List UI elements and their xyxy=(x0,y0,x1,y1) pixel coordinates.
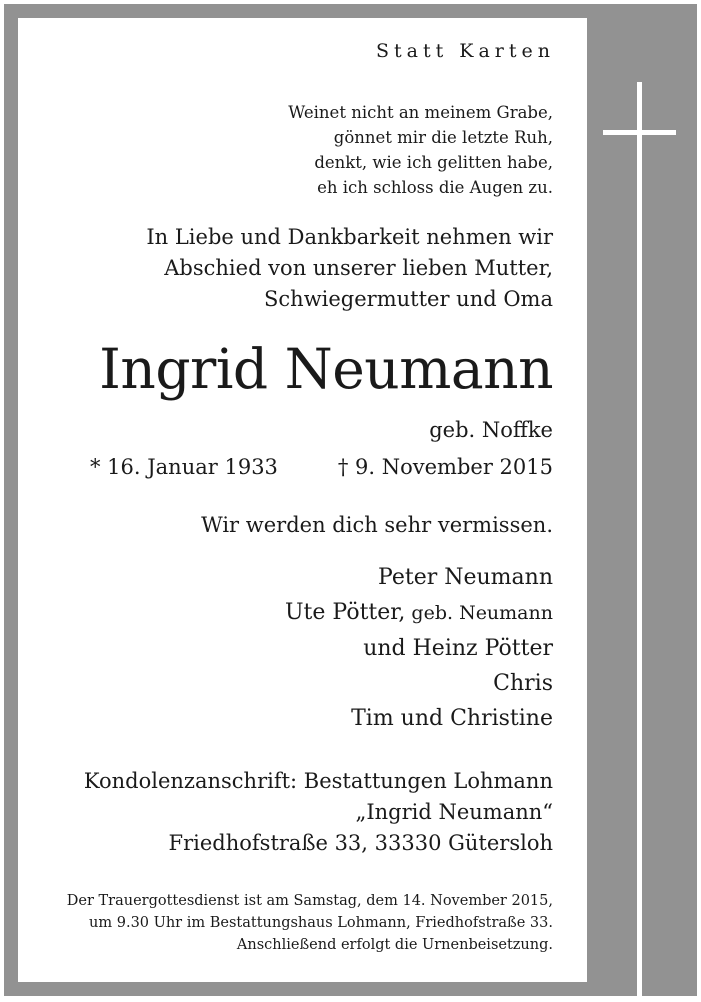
intro-line: Schwiegermutter und Oma xyxy=(264,287,553,311)
condolence-line: „Ingrid Neumann“ xyxy=(355,800,553,824)
family-list xyxy=(285,560,553,736)
family-member-note: geb. Neumann xyxy=(405,602,553,624)
condolence-address xyxy=(84,766,553,859)
farewell-text: Wir werden dich sehr vermissen. xyxy=(201,513,553,537)
birth-date: * 16. Januar 1933 xyxy=(90,455,278,479)
verse-line: eh ich schloss die Augen zu. xyxy=(317,178,553,197)
verse xyxy=(288,100,553,200)
service-line: Der Trauergottesdienst ist am Samstag, dem 14. November 2015, xyxy=(66,893,553,909)
statt-karten-heading: Statt Karten xyxy=(375,40,555,62)
intro-line: Abschied von unserer lieben Mutter, xyxy=(164,256,553,280)
family-member: Peter Neumann xyxy=(378,565,553,590)
condolence-line: Friedhofstraße 33, 33330 Gütersloh xyxy=(168,831,553,855)
intro-text xyxy=(146,222,553,315)
family-member xyxy=(285,595,553,631)
family-member: Chris xyxy=(493,671,553,696)
family-member: Tim und Christine xyxy=(351,706,553,731)
condolence-line: Kondolenzanschrift: Bestattungen Lohmann xyxy=(83,769,553,793)
birth-name: geb. Noffke xyxy=(429,418,553,442)
family-member: und Heinz Pötter xyxy=(363,636,553,661)
cross-icon xyxy=(637,82,642,1002)
service-info xyxy=(67,890,553,956)
intro-line: In Liebe und Dankbarkeit nehmen wir xyxy=(146,225,553,249)
service-line: Anschließend erfolgt die Urnenbeisetzung. xyxy=(236,937,553,953)
family-member-name: Ute Pötter, xyxy=(285,600,406,625)
verse-line: denkt, wie ich gelitten habe, xyxy=(314,153,553,172)
cross-icon-crossbar xyxy=(603,130,676,135)
verse-line: gönnet mir die letzte Ruh, xyxy=(333,128,553,147)
verse-line: Weinet nicht an meinem Grabe, xyxy=(288,103,553,122)
service-line: um 9.30 Uhr im Bestattungshaus Lohmann, Friedhofstraße 33. xyxy=(89,915,553,931)
deceased-name: Ingrid Neumann xyxy=(99,337,553,401)
death-date: † 9. November 2015 xyxy=(337,455,553,479)
